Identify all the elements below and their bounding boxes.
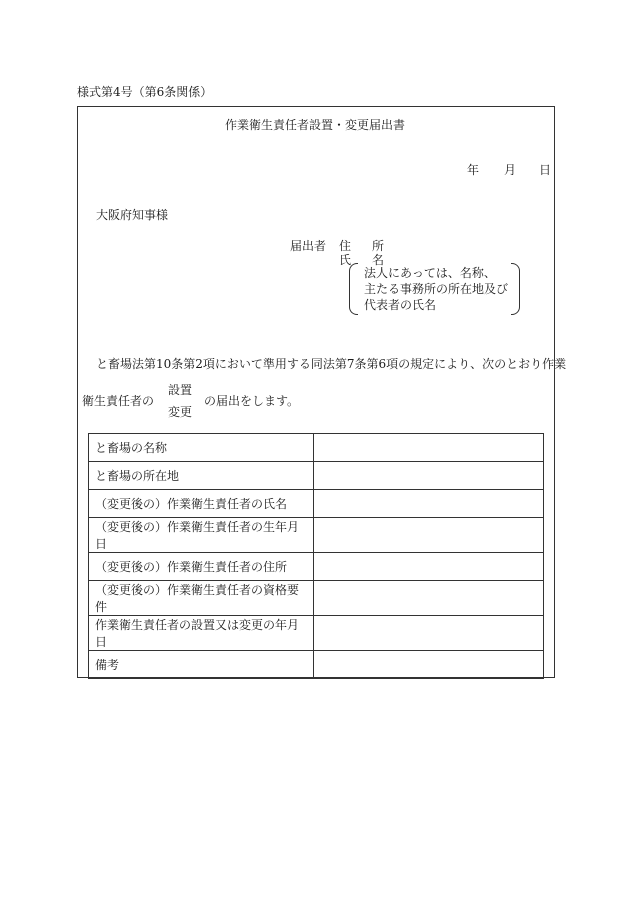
- row-value: [314, 434, 544, 462]
- information-table: [88, 433, 544, 679]
- applicant-label: 届出者: [290, 239, 327, 253]
- row-value: [314, 616, 544, 651]
- row-value: [314, 553, 544, 581]
- row-label: 備考: [89, 651, 314, 679]
- row-value: [314, 581, 544, 616]
- row-label: と畜場の所在地: [89, 462, 314, 490]
- name-label-b: 名: [372, 253, 385, 267]
- note-bracket-right: [511, 263, 520, 315]
- form-code: 様式第4号（第6条関係）: [77, 85, 213, 99]
- corporate-note-line: 主たる事務所の所在地及び: [364, 282, 509, 296]
- table-row: [89, 616, 544, 651]
- table-row: [89, 518, 544, 553]
- address-label-b: 所: [372, 239, 385, 253]
- address-label-a: 住: [339, 239, 352, 253]
- note-bracket-left: [349, 263, 358, 315]
- row-value: [314, 490, 544, 518]
- row-label: （変更後の）作業衛生責任者の住所: [89, 553, 314, 581]
- table-row: [89, 490, 544, 518]
- corporate-note-line: 法人にあっては、名称、: [364, 266, 496, 280]
- row-label: （変更後の）作業衛生責任者の資格要件: [89, 581, 314, 616]
- date-year-label: 年: [467, 163, 480, 177]
- body-line-2-prefix: 衛生責任者の: [82, 394, 155, 408]
- table-row: [89, 434, 544, 462]
- row-value: [314, 462, 544, 490]
- body-line-2-suffix: の届出をします。: [204, 394, 300, 408]
- body-line-1: と畜場法第10条第2項において準用する同法第7条第6項の規定により、次のとおり作業: [96, 357, 567, 371]
- option-change: 変更: [168, 405, 193, 419]
- table-row: [89, 651, 544, 679]
- option-establish: 設置: [168, 383, 193, 397]
- table-row: [89, 462, 544, 490]
- row-value: [314, 518, 544, 553]
- name-label-a: 氏: [339, 253, 352, 267]
- date-month-label: 月: [504, 163, 517, 177]
- row-label: （変更後の）作業衛生責任者の生年月日: [89, 518, 314, 553]
- row-label: （変更後の）作業衛生責任者の氏名: [89, 490, 314, 518]
- table-row: [89, 581, 544, 616]
- corporate-note-line: 代表者の氏名: [364, 298, 437, 312]
- addressee: 大阪府知事様: [96, 208, 169, 222]
- row-label: 作業衛生責任者の設置又は変更の年月日: [89, 616, 314, 651]
- table-row: [89, 553, 544, 581]
- corporate-note: [364, 265, 508, 313]
- form-title: 作業衛生責任者設置・変更届出書: [224, 118, 405, 132]
- date-day-label: 日: [539, 163, 552, 177]
- row-value: [314, 651, 544, 679]
- row-label: と畜場の名称: [89, 434, 314, 462]
